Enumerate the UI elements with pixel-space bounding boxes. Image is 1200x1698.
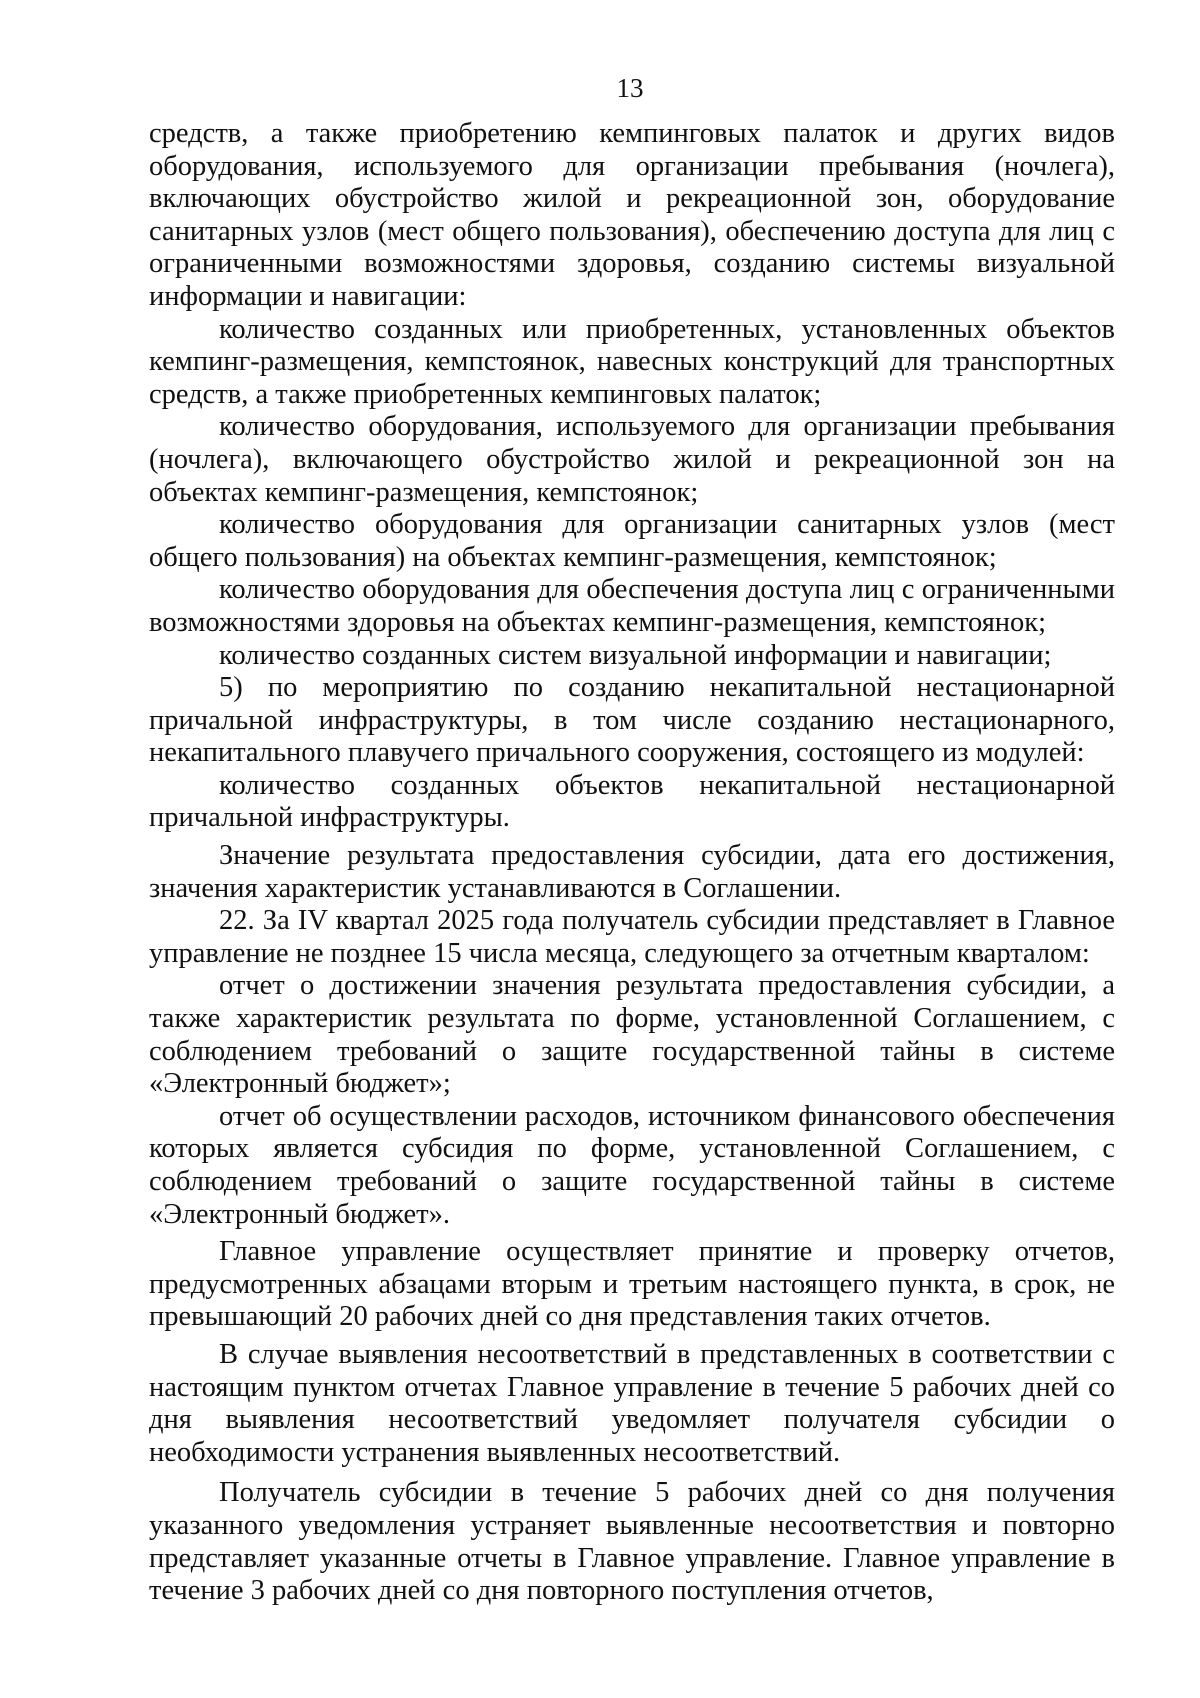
document-body	[149, 118, 1115, 1608]
page-number: 13	[616, 73, 644, 103]
paragraph-1: средств, а также приобретению кемпинговых палаток и других видов оборудования, используемого для организации пребывания (ночлега), включающих обустройство жилой и рекреационной зон, оборудование санитарных узлов (мест общего пользования), обеспечению доступа для лиц с ограниченными возможностями здоровья, созданию системы визуальной информации и навигации:	[149, 118, 1115, 312]
paragraph-9: Значение результата предоставления субсидии, дата его достижения, значения характеристик устанавливаются в Соглашении.	[149, 840, 1115, 904]
paragraph-7: 5) по мероприятию по созданию некапитальной нестационарной причальной инфраструктуры, в том числе созданию нестационарного, некапитального плавучего причального сооружения, состоящего из модулей:	[149, 672, 1115, 769]
paragraph-8: количество созданных объектов некапитальной нестационарной причальной инфраструктуры.	[149, 769, 1115, 834]
paragraph-13: Главное управление осуществляет принятие и проверку отчетов, предусмотренных абзацами вторым и третьим настоящего пункта, в срок, не превышающий 20 рабочих дней со дня представления таких отчетов.	[149, 1236, 1115, 1333]
paragraph-15: Получатель субсидии в течение 5 рабочих дней со дня получения указанного уведомления устраняет выявленные несоответствия и повторно представляет указанные отчеты в Главное управление. Главное управление в течение 3 рабочих дней со дня повторного поступления отчетов,	[149, 1477, 1115, 1607]
paragraph-11: отчет о достижении значения результата предоставления субсидии, а также характеристик результата по форме, установленной Соглашением, с соблюдением требований о защите государственной тайны в системе «Электронный бюджет»;	[149, 970, 1115, 1100]
paragraph-6: количество созданных систем визуальной информации и навигации;	[219, 639, 1052, 671]
paragraph-4: количество оборудования для организации санитарных узлов (мест общего пользования) на объектах кемпинг-размещения, кемпстоянок;	[149, 509, 1115, 573]
paragraph-3: количество оборудования, используемого для организации пребывания (ночлега), включающего обустройство жилой и рекреационной зон на объектах кемпинг-размещения, кемпстоянок;	[149, 411, 1115, 508]
paragraph-2: количество созданных или приобретенных, установленных объектов кемпинг-размещения, кемпстоянок, навесных конструкций для транспортных средств, а также приобретенных кемпинговых палаток;	[149, 313, 1115, 410]
paragraph-12: отчет об осуществлении расходов, источником финансового обеспечения которых является субсидия по форме, установленной Соглашением, с соблюдением требований о защите государственной тайны в системе «Электронный бюджет».	[149, 1100, 1115, 1230]
paragraph-5: количество оборудования для обеспечения доступа лиц с ограниченными возможностями здоровья на объектах кемпинг-размещения, кемпстоянок;	[149, 574, 1115, 638]
paragraph-10: 22. За IV квартал 2025 года получатель субсидии представляет в Главное управление не позднее 15 числа месяца, следующего за отчетным кварталом:	[149, 905, 1115, 969]
paragraph-14: В случае выявления несоответствий в представленных в соответствии с настоящим пунктом отчетах Главное управление в течение 5 рабочих дней со дня выявления несоответствий уведомляет получателя субсидии о необходимости устранения выявленных несоответствий.	[149, 1338, 1115, 1468]
